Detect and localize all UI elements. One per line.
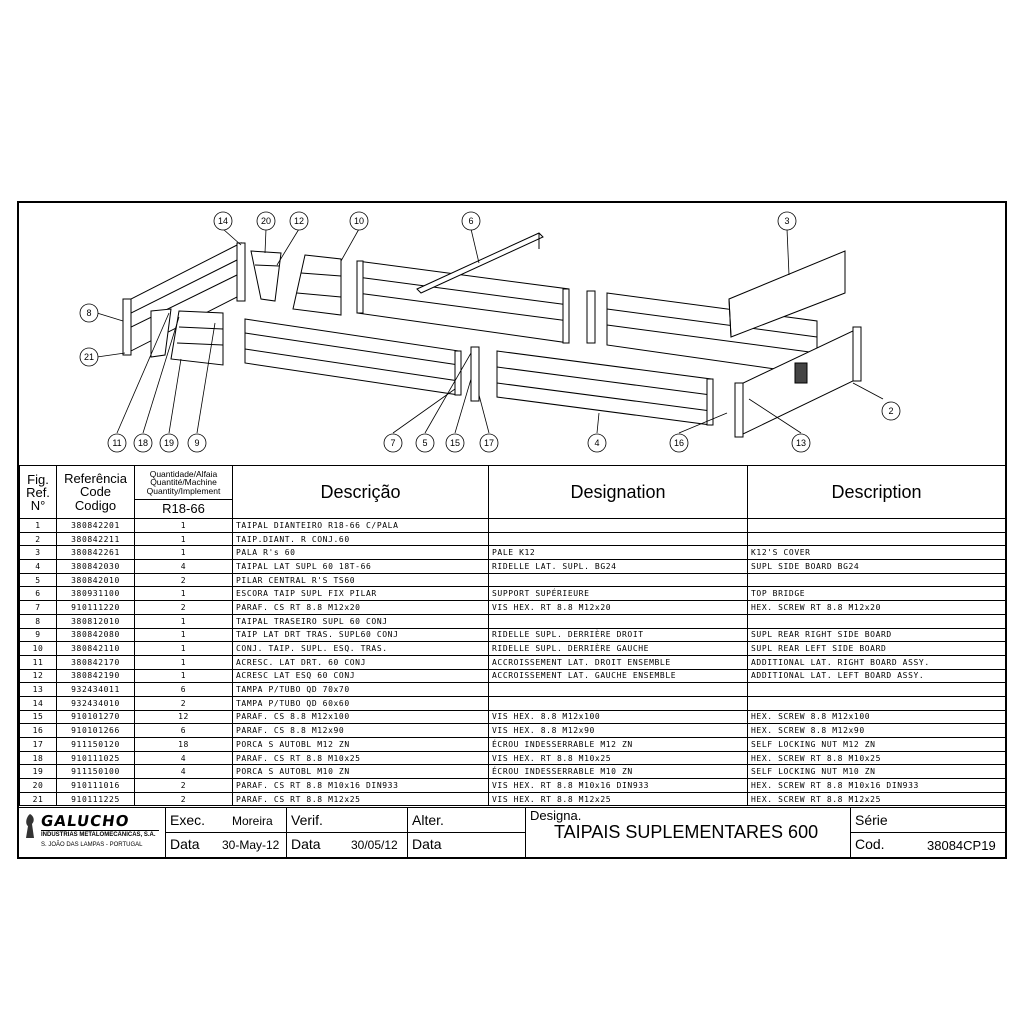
table-row	[20, 696, 1006, 710]
row-reference: 380842080	[57, 628, 135, 642]
panel-corner-20	[251, 251, 281, 301]
header-reference: Referência Code Codigo	[57, 466, 135, 519]
row-reference: 380842211	[57, 532, 135, 546]
row-designation	[489, 519, 748, 533]
table-row	[20, 628, 1006, 642]
callout-7: 7	[390, 438, 396, 448]
row-fig-ref: 1	[20, 519, 57, 533]
alter-label: Alter.	[412, 812, 444, 828]
table-row	[20, 546, 1006, 560]
row-quantity: 1	[135, 642, 233, 656]
company-logo-block	[19, 808, 165, 858]
row-designation: SUPPORT SUPÉRIEURE	[489, 587, 748, 601]
parts-list-body	[20, 519, 1006, 806]
row-descricao: PARAF. CS RT 8.8 M12x20	[233, 601, 489, 615]
row-quantity: 2	[135, 601, 233, 615]
row-designation: RIDELLE SUPL. DERRIÈRE DROIT	[489, 628, 748, 642]
row-descricao: PORCA S AUTOBL M12 ZN	[233, 738, 489, 752]
row-description	[748, 532, 1006, 546]
table-row	[20, 751, 1006, 765]
row-descricao: PORCA S AUTOBL M10 ZN	[233, 765, 489, 779]
row-reference: 932434010	[57, 696, 135, 710]
table-row	[20, 532, 1006, 546]
verif-block	[286, 808, 407, 858]
row-descricao: PARAF. CS 8.8 M12x100	[233, 710, 489, 724]
table-row	[20, 683, 1006, 697]
row-reference: 380842010	[57, 573, 135, 587]
row-description: K12'S COVER	[748, 546, 1006, 560]
table-row	[20, 710, 1006, 724]
row-fig-ref: 6	[20, 587, 57, 601]
row-quantity: 1	[135, 519, 233, 533]
callout-12: 12	[293, 216, 305, 226]
parts-list-table	[19, 465, 1006, 806]
row-descricao: TAIP LAT DRT TRAS. SUPL60 CONJ	[233, 628, 489, 642]
panel-long-bottom-right	[497, 351, 713, 425]
callout-20: 20	[260, 216, 272, 226]
row-descricao: CONJ. TAIP. SUPL. ESQ. TRAS.	[233, 642, 489, 656]
exec-block	[165, 808, 286, 858]
company-name: INDÚSTRIAS METALOMECÂNICAS, S.A.	[41, 832, 156, 838]
table-row	[20, 587, 1006, 601]
cod-value: 38084CP19	[927, 838, 996, 853]
row-fig-ref: 11	[20, 655, 57, 669]
row-description: SELF LOCKING NUT M12 ZN	[748, 738, 1006, 752]
row-quantity: 1	[135, 587, 233, 601]
row-description: HEX. SCREW RT 8.8 M10x16 DIN933	[748, 779, 1006, 793]
row-quantity: 2	[135, 573, 233, 587]
row-descricao: PILAR CENTRAL R'S TS60	[233, 573, 489, 587]
callout-4: 4	[594, 438, 600, 448]
row-designation: ACCROISSEMENT LAT. DROIT ENSEMBLE	[489, 655, 748, 669]
row-reference: 380842201	[57, 519, 135, 533]
row-quantity: 18	[135, 738, 233, 752]
header-description: Description	[748, 466, 1006, 519]
row-descricao: ACRESC LAT ESQ 60 CONJ	[233, 669, 489, 683]
row-description: HEX. SCREW RT 8.8 M12x25	[748, 792, 1006, 806]
callout-11: 11	[112, 438, 122, 448]
row-quantity: 1	[135, 669, 233, 683]
row-reference: 380812010	[57, 614, 135, 628]
row-quantity: 2	[135, 792, 233, 806]
row-description: TOP BRIDGE	[748, 587, 1006, 601]
row-quantity: 4	[135, 751, 233, 765]
row-quantity: 6	[135, 683, 233, 697]
row-designation: VIS HEX. RT 8.8 M12x20	[489, 601, 748, 615]
header-designation: Designation	[489, 466, 748, 519]
row-description	[748, 683, 1006, 697]
row-description: SUPL REAR LEFT SIDE BOARD	[748, 642, 1006, 656]
row-fig-ref: 18	[20, 751, 57, 765]
drawing-sheet	[17, 201, 1007, 859]
row-reference: 911150100	[57, 765, 135, 779]
callout-17: 17	[483, 438, 495, 448]
row-designation: ACCROISSEMENT LAT. GAUCHE ENSEMBLE	[489, 669, 748, 683]
callout-14: 14	[217, 216, 229, 226]
table-row	[20, 738, 1006, 752]
row-descricao: PALA R's 60	[233, 546, 489, 560]
row-quantity: 1	[135, 655, 233, 669]
row-quantity: 4	[135, 560, 233, 574]
header-descricao: Descrição	[233, 466, 489, 519]
row-description: ADDITIONAL LAT. RIGHT BOARD ASSY.	[748, 655, 1006, 669]
row-designation: VIS HEX. RT 8.8 M10x16 DIN933	[489, 779, 748, 793]
row-fig-ref: 17	[20, 738, 57, 752]
verif-label: Verif.	[291, 812, 323, 828]
row-quantity: 2	[135, 779, 233, 793]
row-reference: 910101270	[57, 710, 135, 724]
post-left	[471, 347, 479, 401]
row-fig-ref: 8	[20, 614, 57, 628]
table-row	[20, 655, 1006, 669]
callout-10: 10	[353, 216, 365, 226]
row-reference: 910101266	[57, 724, 135, 738]
table-row	[20, 792, 1006, 806]
drawing-title: TAIPAIS SUPLEMENTARES 600	[554, 822, 819, 842]
row-descricao: ESCORA TAIP SUPL FIX PILAR	[233, 587, 489, 601]
row-reference: 380931100	[57, 587, 135, 601]
row-description	[748, 519, 1006, 533]
table-row	[20, 601, 1006, 615]
cod-label: Cod.	[855, 836, 885, 852]
header-model: R18-66	[135, 500, 233, 519]
header-quantity: Quantidade/Alfaia Quantité/Machine Quantity/Implement	[135, 466, 233, 500]
row-fig-ref: 12	[20, 669, 57, 683]
row-fig-ref: 4	[20, 560, 57, 574]
table-row	[20, 614, 1006, 628]
alter-date-label: Data	[412, 836, 442, 852]
row-description: SUPL REAR RIGHT SIDE BOARD	[748, 628, 1006, 642]
row-description	[748, 573, 1006, 587]
row-quantity: 1	[135, 546, 233, 560]
header-fig-ref: Fig. Ref. N°	[20, 466, 57, 519]
row-reference: 910111220	[57, 601, 135, 615]
row-descricao: PARAF. CS RT 8.8 M10x25	[233, 751, 489, 765]
row-description: HEX. SCREW 8.8 M12x90	[748, 724, 1006, 738]
row-fig-ref: 16	[20, 724, 57, 738]
row-descricao: TAIPAL LAT SUPL 60 18T-66	[233, 560, 489, 574]
row-descricao: ACRESC. LAT DRT. 60 CONJ	[233, 655, 489, 669]
table-row	[20, 669, 1006, 683]
panel-front-right-small	[151, 309, 223, 365]
callout-3: 3	[784, 216, 790, 226]
row-description: SELF LOCKING NUT M10 ZN	[748, 765, 1006, 779]
row-designation: VIS HEX. 8.8 M12x100	[489, 710, 748, 724]
row-descricao: TAIP.DIANT. R CONJ.60	[233, 532, 489, 546]
row-fig-ref: 15	[20, 710, 57, 724]
row-fig-ref: 10	[20, 642, 57, 656]
row-designation: PALE K12	[489, 546, 748, 560]
table-row	[20, 765, 1006, 779]
row-quantity: 1	[135, 614, 233, 628]
row-fig-ref: 7	[20, 601, 57, 615]
exec-value: Moreira	[232, 814, 273, 828]
row-descricao: TAMPA P/TUBO QD 70x70	[233, 683, 489, 697]
row-designation	[489, 683, 748, 697]
row-fig-ref: 21	[20, 792, 57, 806]
horse-logo-icon	[23, 812, 37, 840]
row-reference: 932434011	[57, 683, 135, 697]
row-quantity: 6	[135, 724, 233, 738]
row-fig-ref: 5	[20, 573, 57, 587]
row-quantity: 2	[135, 696, 233, 710]
row-fig-ref: 14	[20, 696, 57, 710]
designation-block	[525, 808, 850, 858]
panel-long-bottom-left	[245, 319, 461, 395]
row-descricao: TAMPA P/TUBO QD 60x60	[233, 696, 489, 710]
row-descricao: TAIPAL DIANTEIRO R18-66 C/PALA	[233, 519, 489, 533]
row-descricao: PARAF. CS 8.8 M12x90	[233, 724, 489, 738]
company-location: S. JOÃO DAS LAMPAS - PORTUGAL	[41, 842, 143, 848]
row-reference: 380842170	[57, 655, 135, 669]
row-fig-ref: 2	[20, 532, 57, 546]
serie-label: Série	[855, 812, 888, 828]
table-row	[20, 573, 1006, 587]
row-designation	[489, 532, 748, 546]
exec-label: Exec.	[170, 812, 206, 828]
row-reference: 380842110	[57, 642, 135, 656]
logo-text: GALUCHO	[39, 812, 131, 830]
row-designation	[489, 696, 748, 710]
row-description: HEX. SCREW RT 8.8 M12x20	[748, 601, 1006, 615]
row-reference: 911150120	[57, 738, 135, 752]
row-quantity: 1	[135, 532, 233, 546]
alter-block	[407, 808, 525, 858]
row-quantity: 1	[135, 628, 233, 642]
row-fig-ref: 3	[20, 546, 57, 560]
row-reference: 910111025	[57, 751, 135, 765]
callout-18: 18	[137, 438, 149, 448]
row-descricao: PARAF. CS RT 8.8 M12x25	[233, 792, 489, 806]
row-reference: 910111225	[57, 792, 135, 806]
callout-21: 21	[83, 352, 95, 362]
row-quantity: 12	[135, 710, 233, 724]
row-designation: ÉCROU INDESSERRABLE M10 ZN	[489, 765, 748, 779]
row-designation: RIDELLE LAT. SUPL. BG24	[489, 560, 748, 574]
table-row	[20, 642, 1006, 656]
callout-15: 15	[449, 438, 461, 448]
row-designation	[489, 573, 748, 587]
row-description	[748, 696, 1006, 710]
row-designation: RIDELLE SUPL. DERRIÈRE GAUCHE	[489, 642, 748, 656]
row-fig-ref: 9	[20, 628, 57, 642]
callout-13: 13	[795, 438, 807, 448]
row-reference: 380842261	[57, 546, 135, 560]
row-reference: 380842030	[57, 560, 135, 574]
row-quantity: 4	[135, 765, 233, 779]
row-description	[748, 614, 1006, 628]
row-designation: VIS HEX. RT 8.8 M12x25	[489, 792, 748, 806]
verif-date-label: Data	[291, 836, 321, 852]
table-row	[20, 560, 1006, 574]
post-center	[587, 291, 595, 343]
row-description: HEX. SCREW 8.8 M12x100	[748, 710, 1006, 724]
callout-9: 9	[194, 438, 200, 448]
callout-6: 6	[468, 216, 474, 226]
row-reference: 910111016	[57, 779, 135, 793]
row-fig-ref: 13	[20, 683, 57, 697]
callout-16: 16	[673, 438, 685, 448]
row-designation: VIS HEX. 8.8 M12x90	[489, 724, 748, 738]
row-designation: ÉCROU INDESSERRABLE M12 ZN	[489, 738, 748, 752]
row-description: HEX. SCREW RT 8.8 M10x25	[748, 751, 1006, 765]
exec-date-value: 30-May-12	[222, 838, 280, 852]
row-designation	[489, 614, 748, 628]
code-block	[850, 808, 1005, 858]
verif-date-value: 30/05/12	[351, 838, 398, 852]
table-row	[20, 724, 1006, 738]
row-fig-ref: 19	[20, 765, 57, 779]
row-description: ADDITIONAL LAT. LEFT BOARD ASSY.	[748, 669, 1006, 683]
exploded-assembly-drawing	[19, 203, 1005, 465]
row-description: SUPL SIDE BOARD BG24	[748, 560, 1006, 574]
row-descricao: PARAF. CS RT 8.8 M10x16 DIN933	[233, 779, 489, 793]
callout-8: 8	[86, 308, 92, 318]
table-row	[20, 519, 1006, 533]
row-designation: VIS HEX. RT 8.8 M10x25	[489, 751, 748, 765]
row-fig-ref: 20	[20, 779, 57, 793]
callout-2: 2	[888, 406, 894, 416]
row-descricao: TAIPAL TRASEIRO SUPL 60 CONJ	[233, 614, 489, 628]
title-block	[19, 807, 1005, 858]
exec-date-label: Data	[170, 836, 200, 852]
callout-19: 19	[163, 438, 175, 448]
table-row	[20, 779, 1006, 793]
panel-corner-10	[293, 255, 341, 315]
designa-label: Designa.	[530, 808, 582, 823]
callout-5: 5	[422, 438, 428, 448]
row-reference: 380842190	[57, 669, 135, 683]
